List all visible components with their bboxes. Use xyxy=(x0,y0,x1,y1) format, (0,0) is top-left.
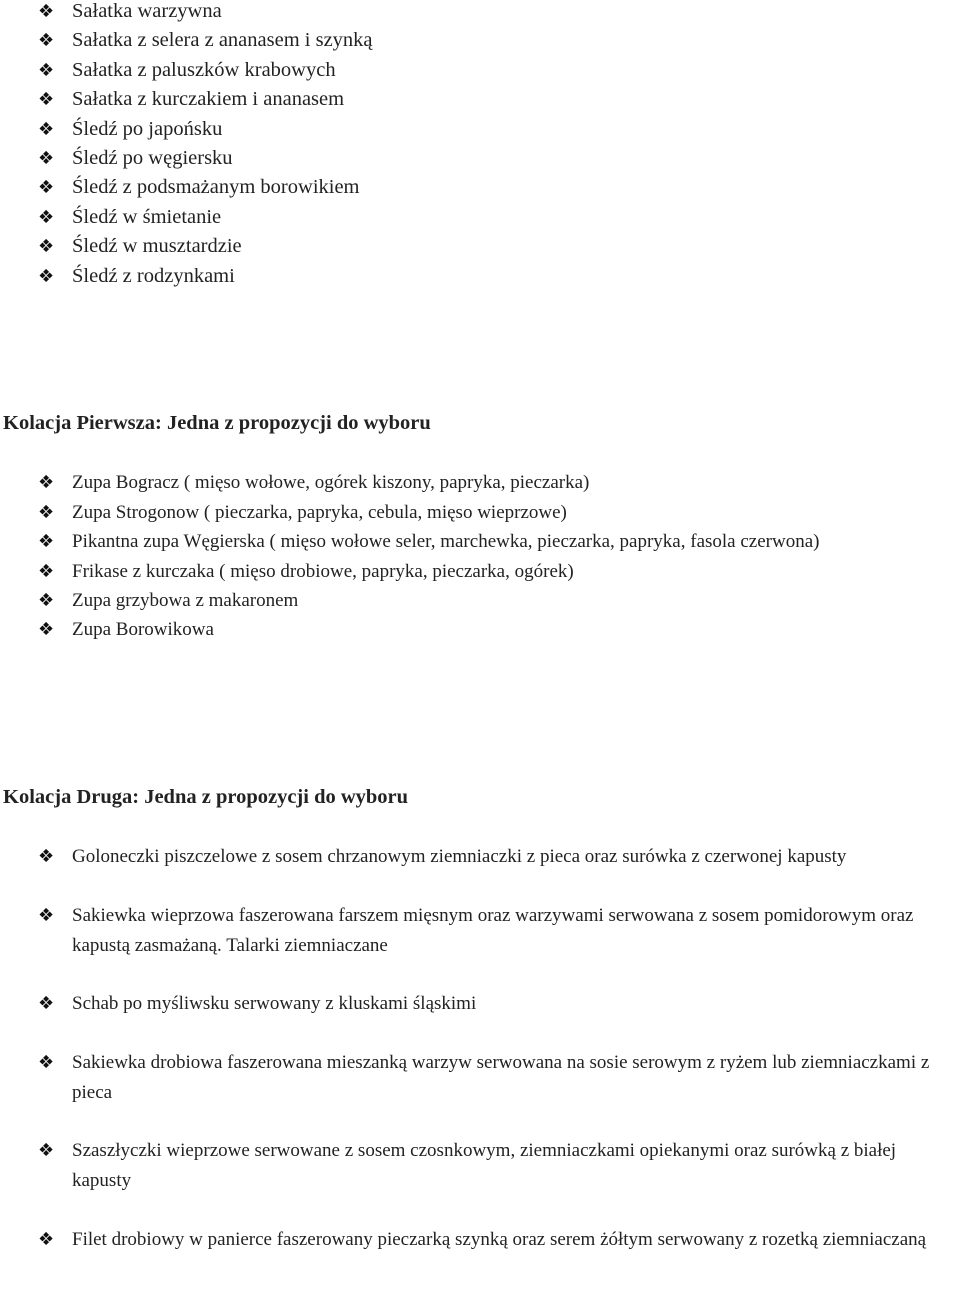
list-item xyxy=(0,498,960,527)
list-item-text: Sałatka warzywna xyxy=(72,0,222,22)
list-item xyxy=(0,262,960,291)
list-item xyxy=(0,1225,960,1254)
list-item xyxy=(0,173,960,202)
section-heading: Kolacja Druga: Jedna z propozycji do wyboru xyxy=(3,786,409,808)
diamond-bullet-icon: ❖ xyxy=(38,590,55,612)
list-item-text: Śledź w śmietanie xyxy=(72,205,222,228)
diamond-bullet-icon: ❖ xyxy=(38,177,55,199)
diamond-bullet-icon: ❖ xyxy=(38,148,55,170)
list-item-text: Śledź po węgiersku xyxy=(72,147,233,170)
diamond-bullet-icon: ❖ xyxy=(38,993,55,1015)
diamond-bullet-icon: ❖ xyxy=(38,59,55,81)
list-item xyxy=(0,0,960,26)
list-item xyxy=(0,615,960,644)
list-item xyxy=(0,232,960,261)
list-item xyxy=(0,1048,960,1107)
diamond-bullet-icon: ❖ xyxy=(38,619,55,641)
list-item xyxy=(0,144,960,173)
list-item-text: Pikantna zupa Węgierska ( mięso wołowe seler, marchewka, pieczarka, papryka, fasola czerwona) xyxy=(72,531,820,553)
diamond-bullet-icon: ❖ xyxy=(38,206,55,228)
kolacja-pierwsza-section xyxy=(0,409,960,645)
diamond-bullet-icon: ❖ xyxy=(38,265,55,287)
diamond-bullet-icon: ❖ xyxy=(38,30,55,52)
diamond-bullet-icon: ❖ xyxy=(38,1228,55,1250)
list-item-text: Śledź po japońsku xyxy=(72,117,223,140)
list-item xyxy=(0,527,960,556)
list-item-text: Zupa Borowikowa xyxy=(72,619,214,641)
diamond-bullet-icon: ❖ xyxy=(38,1140,55,1162)
kolacja-druga-section xyxy=(0,783,960,1254)
list-item xyxy=(0,115,960,144)
list-item xyxy=(0,203,960,232)
list-item-text: Frikase z kurczaka ( mięso drobiowe, papryka, pieczarka, ogórek) xyxy=(72,560,574,582)
list-item-text: Zupa grzybowa z makaronem xyxy=(72,590,299,612)
list-item xyxy=(0,26,960,55)
salad-section xyxy=(0,0,960,291)
diamond-bullet-icon: ❖ xyxy=(38,118,55,140)
list-item xyxy=(0,901,960,960)
diamond-bullet-icon: ❖ xyxy=(38,1,55,22)
diamond-bullet-icon: ❖ xyxy=(38,501,55,523)
list-item xyxy=(0,85,960,114)
list-item-text: Sałatka z kurczakiem i ananasem xyxy=(72,88,345,111)
diamond-bullet-icon: ❖ xyxy=(38,1052,55,1074)
list-item-text: Schab po myśliwsku serwowany z kluskami śląskimi xyxy=(72,993,477,1015)
section-heading: Kolacja Pierwsza: Jedna z propozycji do wyboru xyxy=(3,412,431,434)
list-item xyxy=(0,468,960,497)
diamond-bullet-icon: ❖ xyxy=(38,89,55,111)
list-item-text: Goloneczki piszczelowe z sosem chrzanowym ziemniaczki z pieca oraz surówka z czerwonej kapusty xyxy=(72,846,847,868)
diamond-bullet-icon: ❖ xyxy=(38,846,55,868)
diamond-bullet-icon: ❖ xyxy=(38,531,55,553)
diamond-bullet-icon: ❖ xyxy=(38,560,55,582)
diamond-bullet-icon: ❖ xyxy=(38,236,55,258)
diamond-bullet-icon: ❖ xyxy=(38,472,55,494)
list-item-text: Sakiewka drobiowa faszerowana mieszanką warzyw serwowana na sosie serowym z ryżem lub ziemniaczkami z pieca xyxy=(72,1052,930,1103)
list-item-text: Sałatka z selera z ananasem i szynką xyxy=(72,29,373,52)
list-item xyxy=(0,557,960,586)
salad-list xyxy=(0,0,960,291)
diamond-bullet-icon: ❖ xyxy=(38,905,55,927)
list-item xyxy=(0,586,960,615)
list-item-text: Śledź z podsmażanym borowikiem xyxy=(72,176,360,199)
list-item-text: Zupa Bogracz ( mięso wołowe, ogórek kiszony, papryka, pieczarka) xyxy=(72,472,590,494)
list-item-text: Śledź z rodzynkami xyxy=(72,264,235,287)
list-item xyxy=(0,842,960,871)
kolacja-druga-list xyxy=(0,842,960,1254)
list-item xyxy=(0,1136,960,1195)
list-item-text: Sakiewka wieprzowa faszerowana farszem mięsnym oraz warzywami serwowana z sosem pomidorowym oraz kapustą zasmażaną. Talarki ziemniaczane xyxy=(72,905,914,956)
list-item-text: Śledź w musztardzie xyxy=(72,235,242,258)
list-item-text: Sałatka z paluszków krabowych xyxy=(72,58,336,81)
list-item xyxy=(0,989,960,1018)
list-item-text: Szaszłyczki wieprzowe serwowane z sosem czosnkowym, ziemniaczkami opiekanymi oraz surówką z białej kapusty xyxy=(72,1140,897,1191)
list-item-text: Filet drobiowy w panierce faszerowany pieczarką szynką oraz serem żółtym serwowany z rozetką ziemniaczaną xyxy=(72,1228,927,1250)
kolacja-pierwsza-list xyxy=(0,468,960,644)
list-item-text: Zupa Strogonow ( pieczarka, papryka, cebula, mięso wieprzowe) xyxy=(72,501,567,523)
list-item xyxy=(0,56,960,85)
